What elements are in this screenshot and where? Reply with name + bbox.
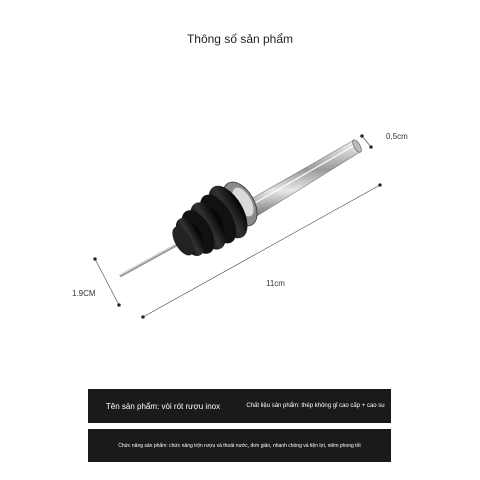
tip-diameter-label: 0,5cm — [386, 132, 408, 141]
dimension-stopper — [94, 258, 121, 307]
product-function-text: Chức năng sản phẩm: chức năng trộn rượu và thoát nước, đơn giản, nhanh chóng và tiện lợi, niêm phong tốt — [118, 442, 361, 449]
length-label: 11cm — [266, 279, 285, 288]
product-material-text: Chất liệu sản phẩm: thép không gỉ cao cấp + cao su — [246, 403, 385, 409]
stopper-diameter-label: 1.9CM — [72, 289, 96, 298]
dimension-tip — [361, 135, 373, 149]
product-name-text: Tên sản phẩm: vòi rót rượu inox — [105, 401, 221, 411]
page-title: Thông số sản phẩm — [186, 32, 294, 46]
spec-bar-top — [88, 389, 391, 423]
spec-bar-bottom — [88, 429, 391, 462]
